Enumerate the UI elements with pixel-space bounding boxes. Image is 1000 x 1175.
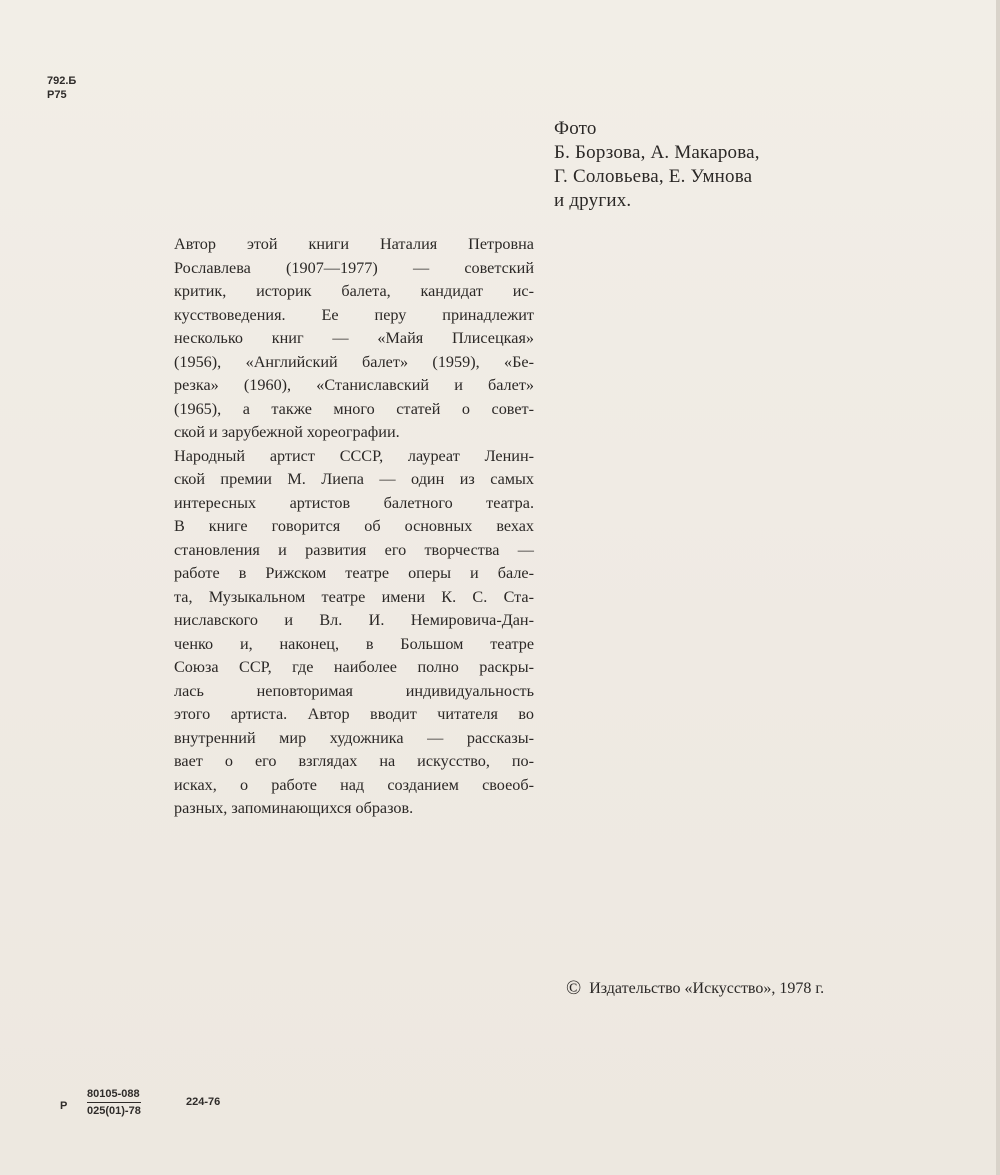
index-letter: Р	[60, 1100, 68, 1112]
annotation-line: (1965), а также много статей о совет-	[174, 399, 534, 418]
annotation-line: В книге говорится об основных вехах	[174, 517, 534, 535]
annotation-line: Союза ССР, где наиболее полно раскры-	[174, 658, 534, 676]
annotation-line: ченко и, наконец, в Большом театре	[174, 634, 534, 653]
annotation-line: кусствоведения. Ее перу принадлежит	[174, 305, 534, 324]
annotation-line: несколько книг — «Майя Плисецкая»	[174, 329, 534, 347]
copyright-symbol: ©	[566, 977, 582, 999]
annotation-line: разных, запоминающихся образов.	[174, 799, 414, 817]
annotation-line: ской премии М. Лиепа — один из самых	[174, 470, 534, 488]
annotation-line: внутренний мир художника — рассказы-	[174, 728, 534, 747]
photo-credits-line: Фото	[554, 118, 597, 139]
udk-code: 792.Б	[47, 75, 77, 87]
annotation-line: (1956), «Английский балет» (1959), «Бе-	[174, 352, 534, 371]
annotation-line: становления и развития его творчества —	[174, 540, 534, 559]
annotation-line: лась неповторимая индивидуальность	[174, 681, 534, 700]
photo-credits	[554, 117, 760, 213]
annotation-line: Рославлева (1907—1977) — советский	[174, 258, 534, 277]
annotation-line: ской и зарубежной хореографии.	[174, 423, 400, 441]
page-edge-shadow	[996, 0, 1000, 1175]
library-classification	[47, 74, 76, 102]
index-numerator: 80105-088	[87, 1088, 141, 1103]
annotation-line: интересных артистов балетного театра.	[174, 493, 534, 512]
author-mark: Р75	[47, 89, 67, 101]
annotation-line: вает о его взглядах на искусство, по-	[174, 752, 534, 770]
index-denominator: 025(01)-78	[87, 1105, 141, 1117]
photo-credits-line: Б. Борзова, А. Макарова,	[554, 142, 760, 163]
annotation-line: резка» (1960), «Станиславский и балет»	[174, 376, 534, 394]
photo-credits-line: Г. Соловьева, Е. Умнова	[554, 166, 753, 187]
photo-credits-line: и других.	[554, 190, 632, 211]
book-annotation	[174, 233, 534, 821]
index-fraction	[87, 1088, 141, 1118]
index-suffix: 224-76	[186, 1096, 221, 1108]
annotation-line: та, Музыкальном театре имени К. С. Ста-	[174, 587, 534, 606]
annotation-line: Народный артист СССР, лауреат Ленин-	[174, 446, 534, 465]
copyright-notice	[566, 977, 824, 1000]
annotation-line: критик, историк балета, кандидат ис-	[174, 282, 534, 300]
copyright-text: Издательство «Искусство», 1978 г.	[589, 980, 825, 997]
annotation-line: ниславского и Вл. И. Немировича-Дан-	[174, 611, 534, 629]
annotation-line: этого артиста. Автор вводит читателя во	[174, 705, 534, 723]
annotation-line: исках, о работе над созданием своеоб-	[174, 775, 534, 794]
annotation-line: работе в Рижском театре оперы и бале-	[174, 564, 534, 582]
annotation-line: Автор этой книги Наталия Петровна	[174, 235, 534, 253]
